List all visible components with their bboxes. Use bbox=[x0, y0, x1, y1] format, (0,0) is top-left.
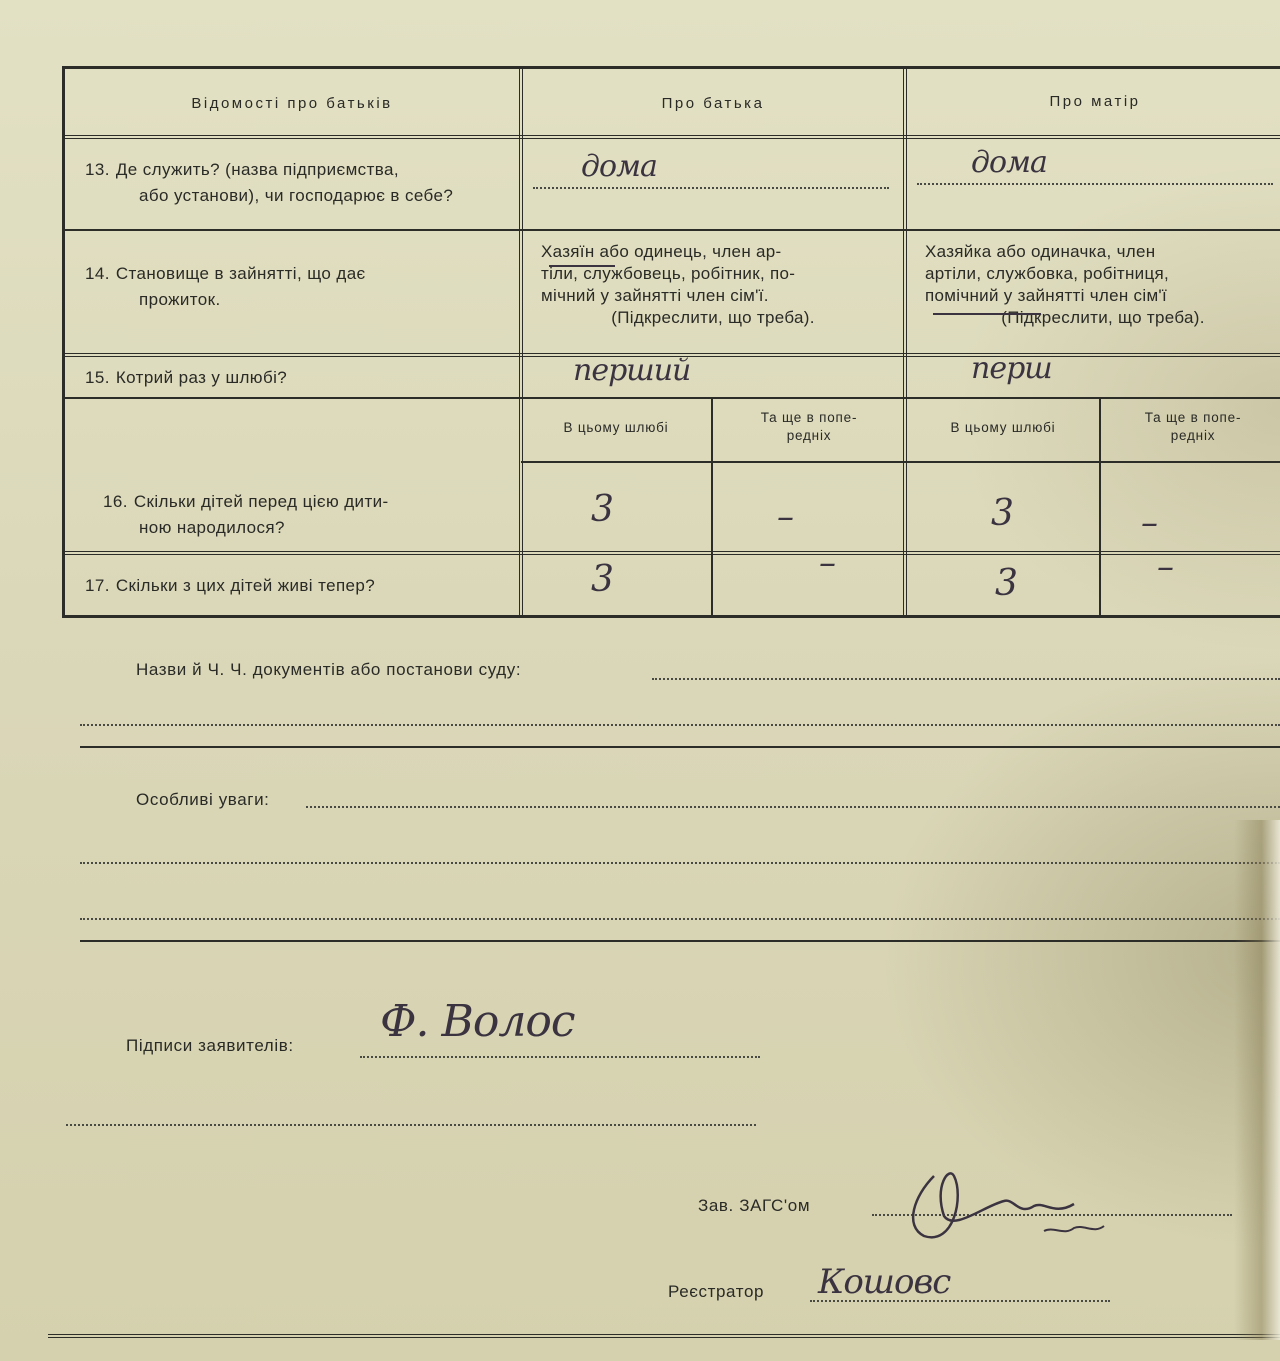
question-text: або установи), чи господарює в себе? bbox=[139, 186, 454, 206]
mother-marriage-count-value: перш bbox=[971, 351, 1052, 386]
row-divider bbox=[65, 551, 1280, 555]
remarks-line bbox=[80, 918, 1280, 920]
question-16 bbox=[85, 489, 515, 542]
documents-line bbox=[80, 724, 1280, 726]
option-instruction: (Підкреслити, що треба). bbox=[611, 308, 815, 328]
col-divider bbox=[711, 397, 713, 615]
question-text: Де служить? (назва підприємства, bbox=[115, 160, 399, 179]
remarks-line bbox=[306, 806, 1280, 808]
option-line: артіли, службовка, робітниця, bbox=[925, 264, 1170, 284]
question-text: ною народилося? bbox=[139, 518, 285, 538]
question-number: 16. bbox=[103, 492, 128, 511]
question-text: прожиток. bbox=[139, 290, 221, 310]
subheader-this-marriage: В цьому шлюбі bbox=[563, 420, 669, 435]
option-line: Хазяїн або одинець, член ар- bbox=[541, 242, 782, 261]
signature-line bbox=[360, 1056, 760, 1058]
header-parents-info: Відомості про батьків bbox=[191, 95, 393, 112]
header-father: Про батька bbox=[661, 95, 765, 112]
underline-mark bbox=[549, 265, 615, 267]
remarks-label: Особливі уваги: bbox=[136, 790, 270, 809]
question-17 bbox=[85, 573, 515, 599]
separator-line bbox=[80, 940, 1280, 942]
col-divider bbox=[903, 69, 907, 615]
question-15 bbox=[85, 365, 515, 391]
header-mother: Про матір bbox=[1049, 93, 1141, 110]
documents-line bbox=[652, 678, 1280, 680]
father-children-alive-this-value: 3 bbox=[591, 559, 613, 600]
answer-line bbox=[533, 187, 889, 189]
col-divider bbox=[1099, 397, 1101, 615]
col-divider bbox=[519, 69, 523, 615]
question-14 bbox=[85, 261, 515, 314]
mother-occupation-options bbox=[925, 241, 1280, 329]
question-number: 13. bbox=[85, 160, 110, 179]
registrar-signature: Кошовс bbox=[818, 1262, 951, 1302]
option-line: тіли, службовець, робітник, по- bbox=[541, 264, 796, 284]
option-line: мічний у зайнятті член сім'ї. bbox=[541, 286, 769, 306]
father-workplace-value: дома bbox=[581, 149, 657, 184]
applicant-signature: Ф. Волос bbox=[380, 996, 575, 1047]
father-occupation-options bbox=[541, 241, 885, 329]
bottom-border-line bbox=[48, 1334, 1280, 1338]
parents-info-table bbox=[62, 66, 1280, 618]
subheader-this-marriage: В цьому шлюбі bbox=[950, 420, 1056, 435]
paper-damage bbox=[1234, 820, 1280, 1340]
question-text: Скільки дітей перед цією дити- bbox=[133, 492, 389, 511]
answer-line bbox=[917, 183, 1273, 185]
mother-workplace-value: дома bbox=[971, 145, 1047, 180]
underline-mark bbox=[933, 313, 1041, 315]
question-text: Котрий раз у шлюбі? bbox=[115, 368, 288, 387]
father-children-this-value: 3 bbox=[591, 489, 613, 530]
question-text: Скільки з цих дітей живі тепер? bbox=[115, 576, 376, 595]
question-13 bbox=[85, 157, 515, 210]
subheader-previous: Та ще в попе- редніх bbox=[760, 410, 858, 443]
row-divider bbox=[521, 461, 1280, 463]
father-children-prev-value: – bbox=[777, 497, 793, 537]
signature-line bbox=[66, 1124, 756, 1126]
documents-label: Назви й Ч. Ч. документів або постанови суду: bbox=[136, 660, 522, 679]
question-number: 17. bbox=[85, 576, 110, 595]
option-line: помічний у зайнятті член сім'ї bbox=[925, 286, 1167, 306]
question-text: Становище в зайнятті, що дає bbox=[115, 264, 366, 283]
question-number: 14. bbox=[85, 264, 110, 283]
mother-children-prev-value: – bbox=[1141, 503, 1157, 543]
mother-children-alive-prev-value: – bbox=[1157, 547, 1173, 587]
father-marriage-count-value: перший bbox=[573, 353, 691, 388]
option-line: Хазяйка або одиначка, член bbox=[925, 242, 1156, 261]
zags-head-signature bbox=[894, 1156, 1124, 1256]
zags-head-label: Зав. ЗАГС'ом bbox=[698, 1196, 811, 1215]
separator-line bbox=[80, 746, 1280, 748]
remarks-line bbox=[80, 862, 1280, 864]
row-divider bbox=[65, 397, 1280, 399]
father-children-alive-prev-value: – bbox=[819, 543, 835, 583]
row-divider bbox=[65, 135, 1280, 139]
row-divider bbox=[65, 229, 1280, 231]
question-number: 15. bbox=[85, 368, 110, 387]
subheader-previous: Та ще в попе- редніх bbox=[1144, 410, 1242, 443]
signatures-label: Підписи заявителів: bbox=[126, 1036, 294, 1055]
registrar-label: Реєстратор bbox=[668, 1282, 765, 1301]
option-instruction: (Підкреслити, що треба). bbox=[1001, 308, 1205, 328]
mother-children-alive-this-value: 3 bbox=[995, 563, 1017, 604]
mother-children-this-value: 3 bbox=[991, 493, 1013, 534]
